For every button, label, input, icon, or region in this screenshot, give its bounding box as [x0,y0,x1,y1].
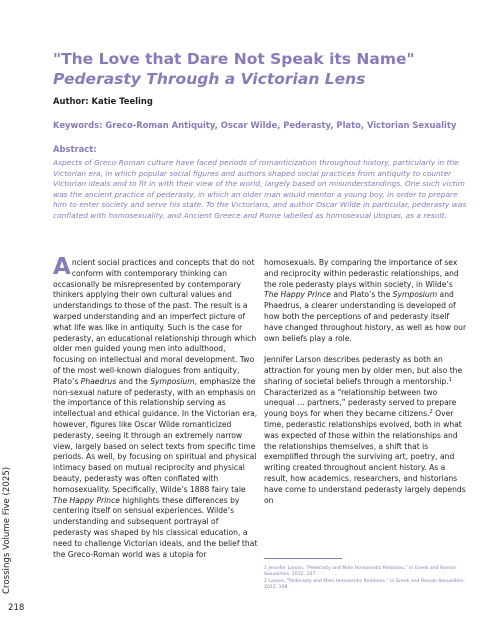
body-text: Jennifer Larson describes pederasty as both an attraction for young men by older men, but also the sharing of societal beliefs through a mentorship. [264,355,463,386]
body-text: highlights these differences by centering itself on sensual experiences. Wilde’s understanding and subsequent portrayal of pederasty was shaped by his classical education, a need to challenge Victorian ideals, and the belief that the Greco-Roman world was a utopia for [53,495,258,559]
work-title: Symposium [150,376,195,386]
work-title: Phaedrus [80,376,117,386]
body-paragraph [264,258,469,344]
keywords-line: Keywords: Greco-Roman Antiquity, Oscar Wilde, Pederasty, Plato, Victorian Sexuality [53,120,457,130]
body-text: and Plato’s the [330,290,393,300]
body-text: , emphasize the non-sexual nature of pederasty, with an emphasis on the importance of this relationship serving as intellectual and ethical guidance. In the Victorian era, however, figures like Oscar Wilde romanticized pederasty, seeing it through an extremely narrow view, largely based on select texts from specific time periods. As well, by focusing on spiritual and physical intimacy based on mutual reciprocity and physical beauty, pederasty was often conflated with homosexuality. Specifically, Wilde’s 1888 fairy tale [53,376,258,494]
body-paragraph [264,355,469,506]
body-column-right [264,258,469,517]
body-text: and the [116,376,151,386]
drop-cap: A [53,254,71,280]
footnote-ref[interactable]: 2 [429,409,433,416]
footnote-ref[interactable]: 1 [448,376,452,383]
body-text: homosexuals. By comparing the importance of sex and reciprocity within pederastic relationships, and the role pederasty plays within society, in Wilde’s [264,258,459,289]
body-text: ncient social practices and concepts that do not conform with contemporary thinking can occasionally be misrepresented by contemporary thinkers applying their own cultural values and understandings to those of the past. The result is a warped understanding and an imperfect picture of what life was like in antiquity. Such is the case for pederasty, an educational relationship through which older men guided young men into adulthood, focusing on intellectual and moral development. Two of the most well-known dialogues from antiquity, Plato’s [53,258,257,386]
author-line: Author: Katie Teeling [53,96,153,106]
footnote-divider [264,558,342,559]
work-title: The Happy Prince [53,495,120,505]
body-text: Characterized as a “relationship between two unequal … partners,” pederasty served to prepare young boys for when they became citizens. [264,387,457,419]
footnote: 1 Jennifer Larson, “Pederasty and Male Homoerotic Relations,” in Greek and Roman Sexualities, 2012, 107. [264,566,456,578]
body-text: Over time, pederastic relationships evolved, both in what was expected of those within the relationships and the relationships themselves, a shift that is exemplified through the surviving art, poetry, and writing created throughout ancient history. As a result, how academics, researchers, and historians have come to understand pederasty largely depends on [264,409,466,505]
body-text: and Phaedrus, a clearer understanding is developed of how both the perceptions of and pederasty itself have changed throughout history, as well as how our own beliefs play a role. [264,290,467,343]
work-title: The Happy Prince [264,290,331,300]
footnotes [264,566,469,592]
journal-volume-label: Crossings Volume Five (2025) [2,466,12,594]
body-column-left [53,254,258,571]
abstract-heading: Abstract: [53,144,97,154]
body-paragraph [53,254,258,560]
page-number: 218 [8,603,25,613]
article-subtitle: Pederasty Through a Victorian Lens [53,70,366,88]
footnote: 2 Larson, “Pederasty and Male Homoerotic Relations,” in Greek and Roman Sexualities, 2012, 108. [264,578,465,591]
work-title: Symposium [392,290,438,300]
article-title: "The Love that Dare Not Speak its Name" [53,50,415,68]
abstract-text: Aspects of Greco-Roman culture have faced periods of romanticization throughout history, particularly in the Victorian era, in which popular social figures and authors shaped social practices from antiquity to counter Victorian ideals and to fit in with their view of the world, largely based on misunderstandings. One such victim was the ancient practice of pederasty, in which an older man would mentor a young boy, in order to prepare him to enter society and serve his state. To the Victorians, and author Oscar Wilde in particular, pederasty was conflated with homosexuality, and Ancient Greece and Rome labelled as homosexual utopias, as a result. [53,158,467,220]
